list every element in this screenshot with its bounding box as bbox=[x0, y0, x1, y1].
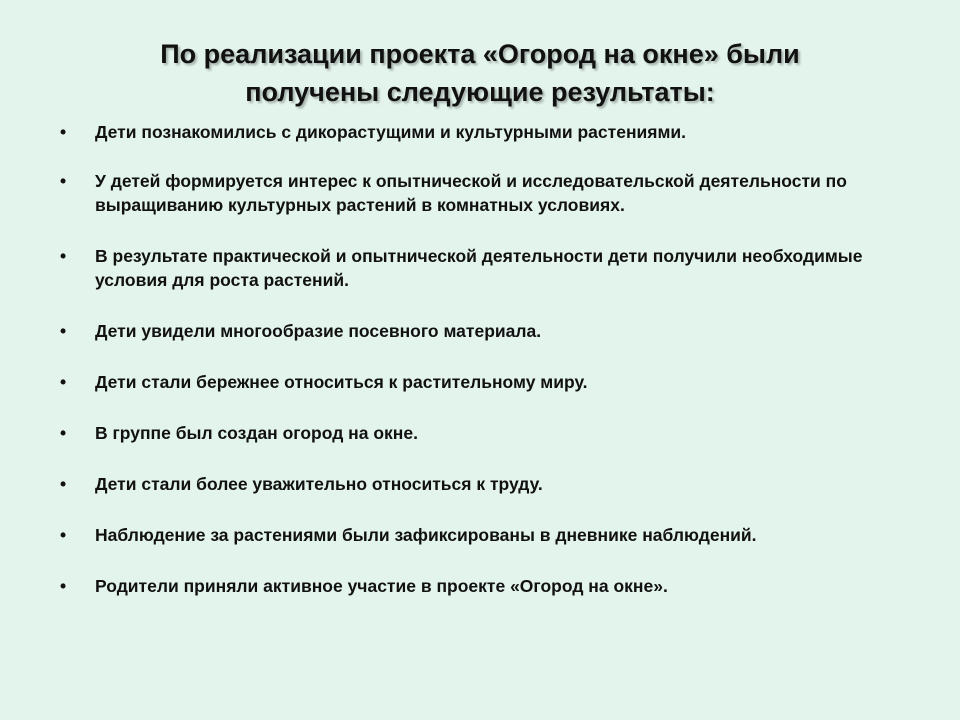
bullet-icon: • bbox=[60, 372, 67, 392]
list-item bbox=[60, 370, 910, 394]
bullet-icon: • bbox=[60, 321, 67, 341]
bullet-icon: • bbox=[60, 246, 67, 266]
list-item-text: Дети стали более уважительно относиться к труду. bbox=[95, 474, 543, 494]
list-item bbox=[60, 244, 910, 292]
list-item bbox=[60, 319, 910, 343]
slide-title: По реализации проекта «Огород на окне» были получены следующие результаты: bbox=[160, 39, 800, 107]
bullet-icon: • bbox=[60, 474, 67, 494]
list-item bbox=[60, 169, 910, 217]
list-item-text: Наблюдение за растениями были зафиксированы в дневнике наблюдений. bbox=[95, 525, 757, 545]
list-item-text: Дети стали бережнее относиться к растительному миру. bbox=[95, 372, 588, 392]
list-item-text: В результате практической и опытнической деятельности дети получили необходимые условия для роста растений. bbox=[95, 246, 863, 290]
bullet-icon: • bbox=[60, 423, 67, 443]
bullet-icon: • bbox=[60, 576, 67, 596]
list-item-text: Дети увидели многообразие посевного материала. bbox=[95, 321, 542, 341]
list-item-text: У детей формируется интерес к опытнической и исследовательской деятельности по выращиванию культурных растений в комнатных условиях. bbox=[95, 171, 847, 215]
list-item bbox=[60, 523, 910, 547]
list-item-text: В группе был создан огород на окне. bbox=[95, 423, 418, 443]
bullet-icon: • bbox=[60, 122, 67, 142]
bullet-icon: • bbox=[60, 525, 67, 545]
bullet-icon: • bbox=[60, 171, 67, 191]
list-item-text: Родители приняли активное участие в проекте «Огород на окне». bbox=[95, 576, 668, 596]
list-item bbox=[60, 421, 910, 445]
list-item-text: Дети познакомились с дикорастущими и культурными растениями. bbox=[95, 122, 687, 142]
list-item bbox=[60, 574, 910, 598]
results-list bbox=[60, 120, 910, 625]
list-item bbox=[60, 472, 910, 496]
list-item bbox=[60, 120, 910, 144]
